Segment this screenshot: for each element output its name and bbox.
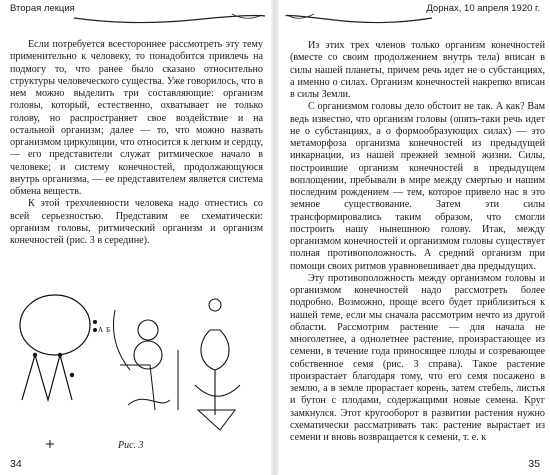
running-header: Дорнах, 10 апреля 1920 г. <box>426 3 540 14</box>
right-page <box>280 0 550 475</box>
paragraph: К этой трехчленности человека надо отнестись со всей серьезностью. Представим ее схематически: организм головы, ритмический организм и организм конечностей (рис. 3 в середине). <box>10 198 263 246</box>
left-body-text <box>10 39 263 247</box>
running-header: Вторая лекция <box>10 3 75 14</box>
header-ornament <box>72 12 267 32</box>
page-number: 34 <box>10 458 22 470</box>
header-ornament <box>284 12 434 32</box>
paragraph: Если потребуется всестороннее рассмотреть эту тему применительно к человеку, то понадобится привлечь на подмогу то, что ранее было сказано относительно структуры человеческого существа. Уже говорилось, что в нем можно выделить три составляющие: организм головы, который, естественно, охватывает не только голову, но распространяет свое воздействие и на остальной организм; далее — то, что можно назвать организмом циркуляции, что относится к легким и сердцу, — его представители служат ритмическое начало в человеке; и систему конечностей, продолжающуюся внутрь организма, — ее представителем является система обмена веществ. <box>10 39 263 197</box>
book-spine <box>271 0 279 475</box>
figure-label-b: Б <box>106 326 111 334</box>
figure-3-sketch <box>10 290 260 460</box>
figure-label-a: А <box>98 326 104 334</box>
paragraph: С организмом головы дело обстоит не так. А как? Вам ведь известно, что организм головы (опять-таки речь идет не о субстанциях, а о формообразующих силах) — это метаморфоза организма конечностей из предыдущей инкарнации, из нашей прежней земной жизни. Силы, построившие организм конечностей в предыдущем воплощении, пребывали в мире между смертью и нашим последним рождением — тем, которое привело нас в это земное существование. Затем эти силы трансформировались таким образом, что смогли построить нашу нынешнюю голову. Итак, между организмом конечностей и организмом головы существует полная противоположность. А средний организм при помощи своих ритмов уравновешивает два предыдущих. <box>290 101 545 272</box>
page-number: 35 <box>528 458 540 470</box>
right-body-text <box>290 40 545 444</box>
figure-caption: Рис. 3 <box>118 440 144 451</box>
left-page <box>0 0 270 475</box>
paragraph: Эту противоположность между организмом головы и организмом конечностей надо рассмотреть более подробно. Возможно, проще всего будет приблизиться к нашей теме, если мы сначала рассмотрим нечто из другой области. Рассмотрим растение — для начала не многолетнее, а однолетнее растение, произрастающее из семени, в течение года приносящее плоды и созревающее собственное семя (рис. 3 справа). Такое растение произрастает благодаря тому, что его семя посажено в землю, а в земле прорастает корень, затем стебель, листья и бутон с плодами, содержащими новые семена. Круг замкнулся. Этот кругооборот в развитии растения нужно схематически рассматривать так: растение вырастает из семени и вновь возвращается к семени, т. е. к <box>290 272 545 443</box>
paragraph: Из этих трех членов только организм конечностей (вместе со своим продолжением внутрь тела) вписан в силы нашей планеты, причем речь идет не о субстанциях, а именно о силах. Организм конечностей накрепко вписан в силы Земли. <box>290 40 545 100</box>
